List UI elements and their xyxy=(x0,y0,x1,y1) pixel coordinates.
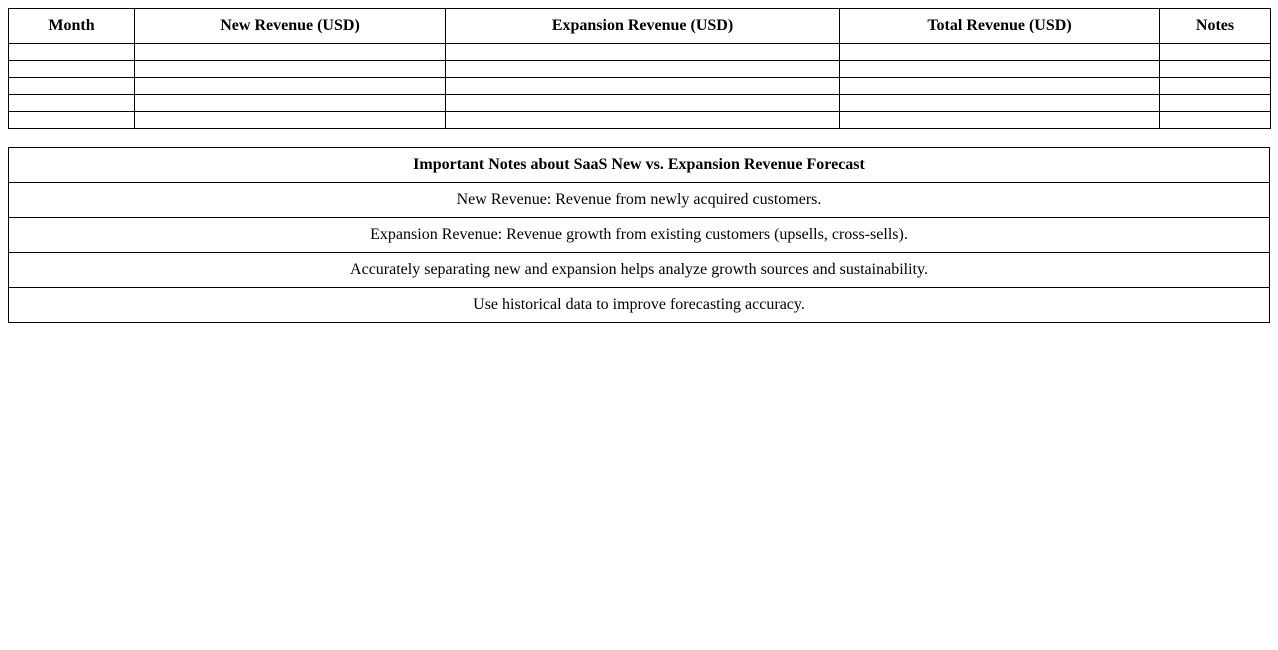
note-historical-data: Use historical data to improve forecasting accuracy. xyxy=(9,288,1270,323)
table-row xyxy=(9,44,1271,61)
header-notes: Notes xyxy=(1160,9,1271,44)
table-row xyxy=(9,78,1271,95)
notes-row xyxy=(9,183,1270,218)
notes-title: Important Notes about SaaS New vs. Expansion Revenue Forecast xyxy=(9,148,1270,183)
header-total-revenue: Total Revenue (USD) xyxy=(840,9,1160,44)
table-row xyxy=(9,112,1271,129)
notes-title-row xyxy=(9,148,1270,183)
table-row xyxy=(9,95,1271,112)
header-expansion-revenue: Expansion Revenue (USD) xyxy=(446,9,840,44)
table-cell[interactable] xyxy=(9,61,135,78)
header-month: Month xyxy=(9,9,135,44)
note-expansion-revenue: Expansion Revenue: Revenue growth from existing customers (upsells, cross-sells). xyxy=(9,218,1270,253)
note-new-revenue: New Revenue: Revenue from newly acquired customers. xyxy=(9,183,1270,218)
table-cell[interactable] xyxy=(840,78,1160,95)
table-header-row xyxy=(9,9,1271,44)
table-cell[interactable] xyxy=(135,61,446,78)
note-growth-sources: Accurately separating new and expansion helps analyze growth sources and sustainability. xyxy=(9,253,1270,288)
notes-row xyxy=(9,218,1270,253)
table-cell[interactable] xyxy=(1160,61,1271,78)
table-cell[interactable] xyxy=(1160,78,1271,95)
table-cell[interactable] xyxy=(9,112,135,129)
table-cell[interactable] xyxy=(446,61,840,78)
table-cell[interactable] xyxy=(135,95,446,112)
revenue-forecast-table xyxy=(8,8,1271,129)
important-notes-table xyxy=(8,147,1270,323)
table-row xyxy=(9,61,1271,78)
table-cell[interactable] xyxy=(9,44,135,61)
notes-row xyxy=(9,288,1270,323)
table-cell[interactable] xyxy=(840,112,1160,129)
table-cell[interactable] xyxy=(840,95,1160,112)
table-cell[interactable] xyxy=(135,112,446,129)
table-cell[interactable] xyxy=(9,78,135,95)
table-cell[interactable] xyxy=(1160,95,1271,112)
table-cell[interactable] xyxy=(135,44,446,61)
table-cell[interactable] xyxy=(446,112,840,129)
table-cell[interactable] xyxy=(1160,44,1271,61)
table-cell[interactable] xyxy=(446,95,840,112)
table-cell[interactable] xyxy=(446,44,840,61)
header-new-revenue: New Revenue (USD) xyxy=(135,9,446,44)
table-cell[interactable] xyxy=(446,78,840,95)
table-cell[interactable] xyxy=(840,44,1160,61)
table-cell[interactable] xyxy=(840,61,1160,78)
notes-row xyxy=(9,253,1270,288)
document-body xyxy=(8,8,1270,323)
table-cell[interactable] xyxy=(9,95,135,112)
table-cell[interactable] xyxy=(1160,112,1271,129)
table-cell[interactable] xyxy=(135,78,446,95)
